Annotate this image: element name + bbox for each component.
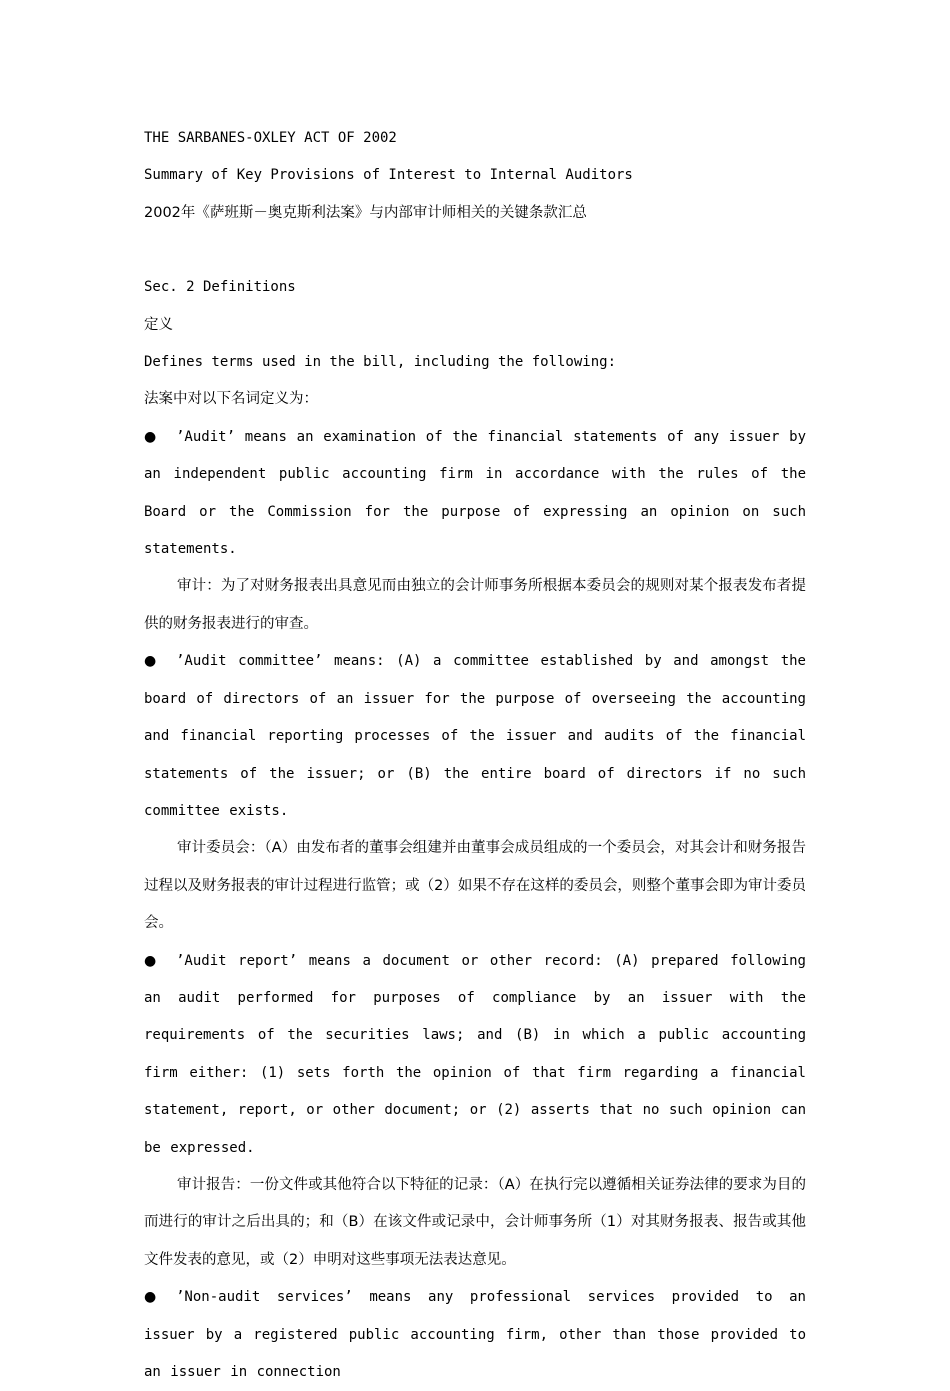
document-page: [144, 120, 806, 1391]
section-intro: Defines terms used in the bill, including the following:: [144, 354, 617, 371]
section-intro-chinese: 法案中对以下名词定义为：: [144, 391, 318, 408]
bullet-icon: ●: [144, 952, 157, 969]
section-heading-chinese: 定义: [144, 316, 173, 333]
definition-audit-report: [144, 943, 806, 1167]
section-heading: Sec. 2 Definitions: [144, 279, 296, 296]
blank-line: [144, 232, 806, 269]
definition-audit-committee-chinese: 审计委员会：（A）由发布者的董事会组建并由董事会成员组成的一个委员会，对其会计和财务报告过程以及财务报表的审计过程进行监管；或（2）如果不存在这样的委员会，则整个董事会即为审计委员会。: [144, 840, 806, 932]
bullet-icon: ●: [144, 428, 157, 445]
bullet-icon: ●: [144, 1289, 157, 1306]
definition-text: ’Non-audit services’ means any professional services provided to an issuer by a registered public accounting firm, other than those provided to an issuer in connection: [144, 1289, 806, 1380]
bullet-icon: ●: [144, 653, 157, 670]
document-subtitle: Summary of Key Provisions of Interest to Internal Auditors: [144, 167, 633, 184]
definition-text: ’Audit’ means an examination of the financial statements of any issuer by an independent public accounting firm in accordance with the rules of the Board or the Commission for the purpose of expressing an opinion on such statements.: [144, 428, 806, 558]
definition-text: ’Audit report’ means a document or other record: (A) prepared following an audit performed for purposes of compliance by an issuer with the requirements of the securities laws; and (B) in which a public accounting firm either: (1) sets forth the opinion of that firm regarding a financial statement, report, or other document; or (2) asserts that no such opinion can be expressed.: [144, 952, 806, 1156]
document-subtitle-chinese: 2002年《萨班斯－奥克斯利法案》与内部审计师相关的关键条款汇总: [144, 204, 587, 221]
document-title: THE SARBANES-OXLEY ACT OF 2002: [144, 130, 397, 146]
definition-audit-chinese: 审计：为了对财务报表出具意见而由独立的会计师事务所根据本委员会的规则对某个报表发布者提供的财务报表进行的审查。: [144, 578, 806, 632]
definition-audit-committee: [144, 643, 806, 830]
definition-audit: [144, 419, 806, 569]
definition-audit-report-chinese: 审计报告：一份文件或其他符合以下特征的记录：（A）在执行完以遵循相关证券法律的要求为目的而进行的审计之后出具的；和（B）在该文件或记录中，会计师事务所（1）对其财务报表、报告或其他文件发表的意见，或（2）申明对这些事项无法表达意见。: [144, 1176, 806, 1268]
definition-non-audit-services: [144, 1279, 806, 1391]
definition-text: ’Audit committee’ means: (A) a committee established by and amongst the board of directors of an issuer for the purpose of overseeing the accounting and financial reporting processes of the issuer and audits of the financial statements of the issuer; or (B) the entire board of directors if no such committee exists.: [144, 653, 806, 819]
